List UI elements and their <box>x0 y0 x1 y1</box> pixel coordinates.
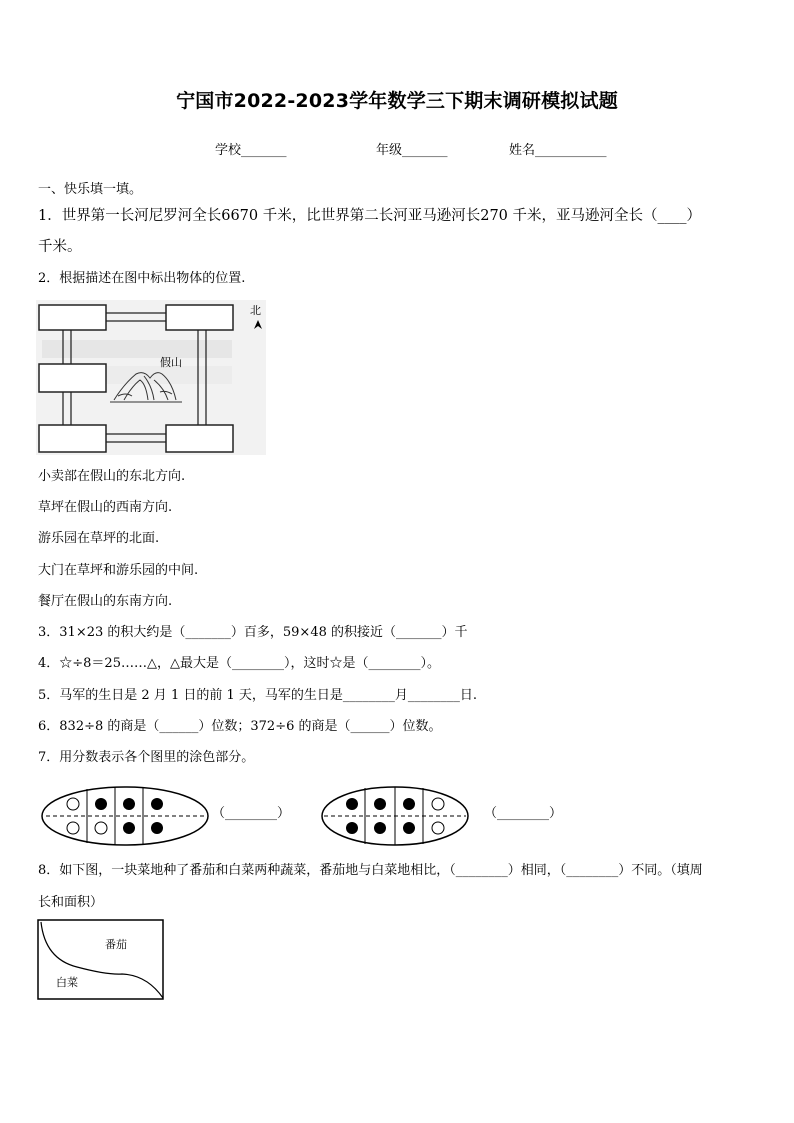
dot <box>432 798 444 810</box>
grade-field: 年级_______ <box>376 143 448 158</box>
dot <box>151 822 163 834</box>
description-2: 草坪在假山的西南方向. <box>38 500 173 515</box>
description-5: 餐厅在假山的东南方向. <box>38 594 173 609</box>
dot <box>95 798 107 810</box>
map-box-middle-left <box>39 364 106 392</box>
map-box-bottom-right <box>166 425 233 452</box>
q7-answer-left: （________） <box>212 806 291 821</box>
dot <box>346 798 358 810</box>
tomato-label: 番茄 <box>105 938 127 951</box>
description-1: 小卖部在假山的东北方向. <box>38 469 186 484</box>
school-field: 学校_______ <box>215 143 287 158</box>
question-1-line-1: 1．世界第一长河尼罗河全长6670 千米，比世界第二长河亚马逊河长270 千米，亚马逊河全长（____） <box>38 208 702 224</box>
question-7-prompt: 7．用分数表示各个图里的涂色部分。 <box>38 750 255 765</box>
dot <box>403 798 415 810</box>
question-4: 4．☆÷8＝25……△，△最大是（________），这时☆是（________）。 <box>38 656 440 671</box>
name-field: 姓名___________ <box>509 143 607 158</box>
question-2-prompt: 2．根据描述在图中标出物体的位置. <box>38 271 246 286</box>
cabbage-label: 白菜 <box>56 976 78 989</box>
description-4: 大门在草坪和游乐园的中间. <box>38 563 199 578</box>
question-8-line-1: 8．如下图，一块菜地种了番茄和白菜两种蔬菜，番茄地与白菜地相比，（________）相同，（________）不同。（填周 <box>38 863 703 878</box>
question-1-line-2: 千米。 <box>38 239 82 255</box>
map-figure <box>36 300 266 455</box>
dot <box>67 798 79 810</box>
page-title: 宁国市2022-2023学年数学三下期末调研模拟试题 <box>176 90 618 112</box>
dot <box>123 798 135 810</box>
dot <box>374 798 386 810</box>
q7-answer-right: （________） <box>484 806 563 821</box>
dot <box>346 822 358 834</box>
map-box-top-left <box>39 305 106 330</box>
north-label: 北 <box>250 304 261 317</box>
map-box-bottom-left <box>39 425 106 452</box>
dot <box>432 822 444 834</box>
dot <box>151 798 163 810</box>
fraction-oval-right <box>320 785 470 847</box>
question-8-line-2: 长和面积） <box>38 895 104 910</box>
map-box-top-right <box>166 305 233 330</box>
section-heading: 一、快乐填一填。 <box>38 182 143 197</box>
question-5: 5．马军的生日是 2 月 1 日的前 1 天，马军的生日是________月________日. <box>38 688 478 703</box>
description-3: 游乐园在草坪的北面. <box>38 531 160 546</box>
question-3: 3．31×23 的积大约是（_______）百多，59×48 的积接近（_______）千 <box>38 625 468 640</box>
mountain-label: 假山 <box>160 356 182 369</box>
garden-figure <box>37 919 165 1001</box>
question-6: 6．832÷8 的商是（______）位数；372÷6 的商是（______）位数。 <box>38 719 442 734</box>
dot <box>403 822 415 834</box>
dot <box>95 822 107 834</box>
fraction-oval-left <box>40 785 210 847</box>
dot <box>123 822 135 834</box>
dot <box>374 822 386 834</box>
dot <box>67 822 79 834</box>
